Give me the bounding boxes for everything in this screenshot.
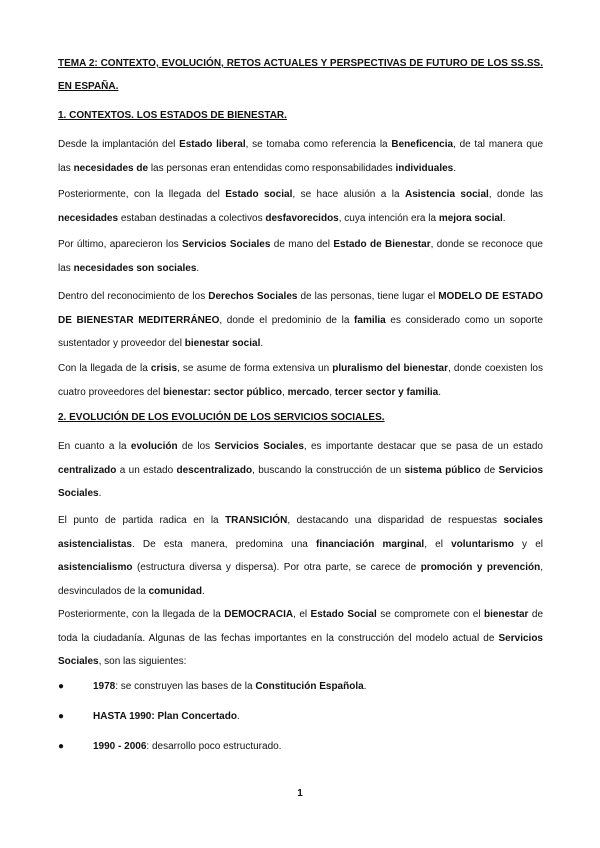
- section-1-paragraph-1: Desde la implantación del Estado liberal, se tomaba como referencia la Beneficencia, de tal manera que las necesidades de las personas eran entendidas como responsabilidades individuales.: [58, 139, 544, 174]
- page-number: 1: [297, 788, 303, 799]
- section-1-paragraph-3: Por último, aparecieron los Servicios Sociales de mano del Estado de Bienestar, donde se reconoce que las necesidades son sociales.: [58, 239, 543, 274]
- section-1-paragraph-4: Dentro del reconocimiento de los Derechos Sociales de las personas, tiene lugar el MODELO DE ESTADO DE BIENESTAR MEDITERRÁNEO, donde el predominio de la familia es considerado como un soporte sustentador y proveedor del bienestar social.: [58, 291, 543, 349]
- bullet-icon: ●: [58, 741, 65, 752]
- bullet-text: HASTA 1990: Plan Concertado.: [93, 711, 240, 722]
- bullet-text: 1990 - 2006: desarrollo poco estructurado.: [93, 741, 282, 752]
- section-2-heading: 2. EVOLUCIÓN DE LOS EVOLUCIÓN DE LOS SERVICIOS SOCIALES.: [58, 412, 385, 423]
- section-1-heading: 1. CONTEXTOS. LOS ESTADOS DE BIENESTAR.: [58, 110, 287, 121]
- document-title: TEMA 2: CONTEXTO, EVOLUCIÓN, RETOS ACTUALES Y PERSPECTIVAS DE FUTURO DE LOS SS.SS. EN ESPAÑA.: [58, 58, 543, 92]
- section-1-paragraph-2: Posteriormente, con la llegada del Estado social, se hace alusión a la Asistencia social, donde las necesidades estaban destinadas a colectivos desfavorecidos, cuya intención era la mejora social.: [58, 189, 544, 224]
- section-2-paragraph-1: En cuanto a la evolución de los Servicios Sociales, es importante destacar que se pasa de un estado centralizado a un estado descentralizado, buscando la construcción de un sistema público de Servicios Sociales.: [58, 441, 544, 499]
- bullet-icon: ●: [58, 681, 65, 692]
- section-2-paragraph-2: El punto de partida radica en la TRANSICIÓN, destacando una disparidad de respuestas sociales asistencialistas. De esta manera, predomina una financiación marginal, el voluntarismo y el asistencialismo (estructura diversa y dispersa). Por otra parte, se carece de promoción y prevención, desvinculados de la comunidad.: [58, 515, 543, 597]
- bullet-icon: ●: [58, 711, 65, 722]
- section-2-paragraph-3: Posteriormente, con la llegada de la DEMOCRACIA, el Estado Social se compromete con el bienestar de toda la ciudadanía. Algunas de las fechas importantes en la construcción del modelo actual de Servicios Sociales, son las siguientes:: [58, 609, 544, 667]
- bullet-text: 1978: se construyen las bases de la Constitución Española.: [93, 681, 367, 692]
- section-1-paragraph-5: Con la llegada de la crisis, se asume de forma extensiva un pluralismo del bienestar, donde coexisten los cuatro proveedores del bienestar: sector público, mercado, tercer sector y familia.: [58, 363, 543, 398]
